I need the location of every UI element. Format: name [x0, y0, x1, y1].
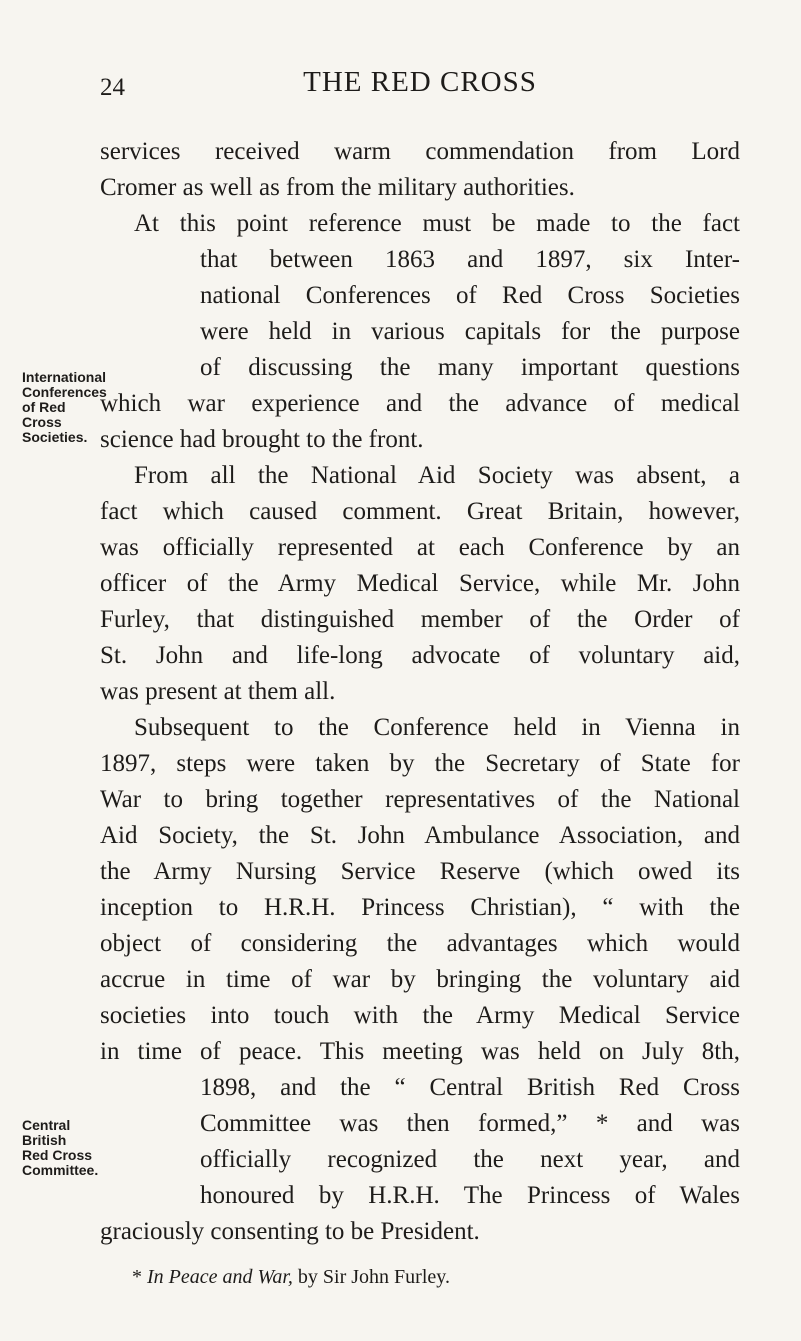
text-line: societies into touch with the Army Medical Service — [100, 1002, 740, 1029]
side-note-international-conferences — [22, 370, 107, 445]
text-line: that between 1863 and 1897, six Inter- — [200, 246, 740, 273]
text-line: services received warm commendation from Lord — [100, 138, 740, 165]
footnote-title: In Peace and War, — [147, 1266, 293, 1288]
text-line: were held in various capitals for the purpose — [200, 318, 740, 345]
side-note-line: of Red — [22, 399, 66, 415]
text-line: object of considering the advantages which would — [100, 930, 740, 957]
text-line: officer of the Army Medical Service, while Mr. John — [100, 570, 740, 597]
text-line: of discussing the many important questions — [200, 354, 740, 381]
text-line: which war experience and the advance of medical — [100, 390, 740, 417]
side-note-line: Conferences — [22, 384, 107, 400]
text-line: Furley, that distinguished member of the Order of — [100, 606, 740, 633]
side-note-line: Red Cross — [22, 1147, 93, 1163]
side-note-line: Committee. — [22, 1162, 99, 1178]
text-line: Committee was then formed,” * and was — [200, 1110, 740, 1137]
text-line: national Conferences of Red Cross Societies — [200, 282, 740, 309]
side-note-line: Cross — [22, 414, 62, 430]
text-line: 1898, and the “ Central British Red Cross — [200, 1074, 740, 1101]
text-line: graciously consenting to be President. — [100, 1218, 480, 1245]
text-line: was present at them all. — [100, 678, 336, 705]
text-line: inception to H.R.H. Princess Christian), “ with the — [100, 894, 740, 921]
text-line: War to bring together representatives of the National — [100, 786, 740, 813]
page-number: 24 — [100, 74, 125, 101]
text-line: in time of peace. This meeting was held on July 8th, — [100, 1038, 740, 1065]
text-line: 1897, steps were taken by the Secretary of State for — [100, 750, 740, 777]
text-line: science had brought to the front. — [100, 426, 424, 453]
footnote-text: by Sir John Furley. — [297, 1266, 450, 1288]
footnote — [132, 1266, 450, 1289]
text-line: the Army Nursing Service Reserve (which owed its — [100, 858, 740, 885]
text-line: Aid Society, the St. John Ambulance Association, and — [100, 822, 740, 849]
text-line: honoured by H.R.H. The Princess of Wales — [200, 1182, 740, 1209]
side-note-central-committee — [22, 1118, 98, 1178]
side-note-line: Societies. — [22, 429, 88, 445]
running-title: THE RED CROSS — [303, 66, 537, 98]
side-note-line: International — [22, 369, 107, 385]
text-line: fact which caused comment. Great Britain, however, — [100, 498, 740, 525]
text-line: Cromer as well as from the military authorities. — [100, 174, 575, 201]
text-line: officially recognized the next year, and — [200, 1146, 740, 1173]
text-line: From all the National Aid Society was absent, a — [134, 462, 740, 489]
text-line: St. John and life-long advocate of voluntary aid, — [100, 642, 740, 669]
page-header — [100, 66, 740, 106]
text-line: Subsequent to the Conference held in Vienna in — [134, 714, 740, 741]
text-line: accrue in time of war by bringing the voluntary aid — [100, 966, 740, 993]
side-note-line: British — [22, 1132, 67, 1148]
text-line: At this point reference must be made to the fact — [134, 210, 740, 237]
footnote-marker: * — [132, 1266, 142, 1288]
text-line: was officially represented at each Conference by an — [100, 534, 740, 561]
side-note-line: Central — [22, 1117, 71, 1133]
